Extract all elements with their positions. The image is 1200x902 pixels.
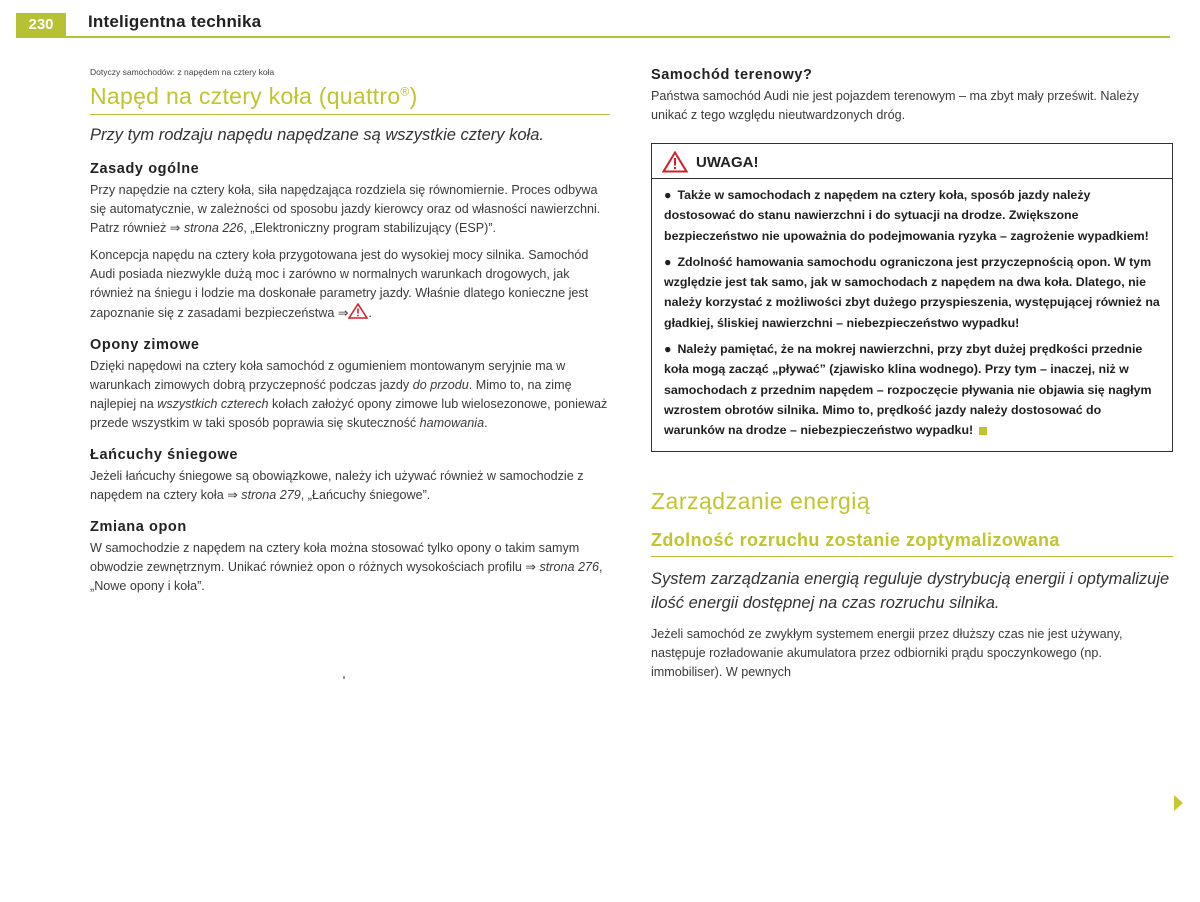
section-lead: Przy tym rodzaju napędu napędzane są wszystkie cztery koła. bbox=[90, 126, 544, 144]
section-title-quattro bbox=[90, 83, 610, 115]
subheading-tyre-change: Zmiana opon bbox=[90, 519, 187, 535]
stray-mark bbox=[343, 676, 345, 679]
section-title-energy: Zarządzanie energią bbox=[651, 487, 871, 514]
energy-lead: System zarządzania energią reguluje dystrybucją energii i optymalizuje ilość energii dostępnej na czas rozruchu silnika. bbox=[651, 569, 1170, 612]
tyres-p1-tail: , „Nowe opony i koła”. bbox=[90, 560, 603, 593]
warning-reference-icon[interactable] bbox=[348, 306, 368, 320]
warning-item bbox=[664, 339, 1160, 440]
page-reference-link[interactable]: strona 279 bbox=[241, 488, 301, 502]
subheading-snow-chains: Łańcuchy śniegowe bbox=[90, 447, 238, 463]
applies-to-note: Dotyczy samochodów: z napędem na cztery koła bbox=[90, 67, 275, 77]
energy-paragraph: Jeżeli samochód ze zwykłym systemem energii przez dłuższy czas nie jest używany, następuje rozładowanie akumulatora przez odbiorniki prądu spoczynkowego (np. immobiliser). W pewnych bbox=[651, 626, 1123, 679]
warning-box bbox=[651, 143, 1173, 452]
general-p1-arrow: ⇒ bbox=[169, 221, 181, 235]
running-header-title: Inteligentna technika bbox=[88, 12, 262, 31]
warning-item-text: Także w samochodach z napędem na cztery koła, sposób jazdy należy dostosować do stanu nawierzchni i do sytuacji na drodze. Zwiększone bezpieczeństwo nie upoważnia do podejmowania ryzyka – zagrożenie wypadkiem! bbox=[664, 188, 1149, 243]
subsection-title-start-capability: Zdolność rozruchu zostanie zoptymalizowana bbox=[651, 529, 1173, 557]
winter-tyres-paragraph bbox=[90, 357, 610, 433]
general-p2-arrow: ⇒ bbox=[337, 306, 349, 320]
winter-p1-i1: do przodu bbox=[412, 378, 469, 392]
general-p2-tail: . bbox=[368, 306, 372, 320]
warning-item bbox=[664, 185, 1160, 246]
winter-p1-d: . bbox=[484, 416, 488, 430]
tyres-p1-arrow: ⇒ bbox=[525, 560, 536, 574]
next-page-arrow-icon[interactable] bbox=[1174, 795, 1183, 811]
winter-p1-b: . Mimo to, na zimę najlepiej na bbox=[90, 378, 572, 411]
end-of-section-square-icon bbox=[979, 427, 987, 435]
general-p1-text: Przy napędzie na cztery koła, siła napędzająca rozdziela się równomiernie. Proces odbywa się automatycznie, w zależności od sposobu jazdy kierowcy oraz od własności nawierzchni. Patrz również bbox=[90, 183, 601, 235]
page-number: 230 bbox=[16, 13, 66, 37]
bullet-icon: ● bbox=[664, 254, 672, 269]
chains-p1-text: Jeżeli łańcuchy śniegowe są obowiązkowe, należy ich używać również w samochodzie z napędem na cztery koła bbox=[90, 469, 584, 502]
winter-p1-a: Dzięki napędowi na cztery koła samochód z ogumieniem montowanym seryjnie ma w warunkach zimowych dobrą przyczepność podczas jazdy bbox=[90, 359, 566, 392]
warning-item bbox=[664, 252, 1160, 333]
chains-p1-arrow: ⇒ bbox=[227, 488, 238, 502]
chains-p1-tail: , „Łańcuchy śniegowe”. bbox=[300, 488, 431, 502]
warning-header bbox=[652, 144, 1172, 179]
bullet-icon: ● bbox=[664, 188, 672, 202]
subheading-winter-tyres: Opony zimowe bbox=[90, 337, 200, 353]
tyre-change-paragraph bbox=[90, 539, 610, 596]
section-title-text: Napęd na cztery koła (quattro bbox=[90, 83, 401, 109]
general-paragraph-1 bbox=[90, 181, 610, 238]
warning-triangle-icon bbox=[662, 151, 688, 173]
registered-mark: ® bbox=[400, 84, 410, 99]
subheading-offroad: Samochód terenowy? bbox=[651, 67, 813, 83]
snow-chains-paragraph bbox=[90, 467, 610, 505]
warning-item-text: Należy pamiętać, że na mokrej nawierzchni, przy zbyt dużej prędkości przednie koła mogą zacząć „pływać” (zjawisko klina wodnego). Przy tym – inaczej, niż w samochodach z przednim napędem – rozpoczęcie pływania nie objawia się nagłym wzrostem obrotów silnika. Mimo to, prędkość jazdy należy dostosować do warunków na drodze – niebezpieczeństwo wypadku! bbox=[664, 342, 1152, 438]
bullet-icon: ● bbox=[664, 342, 672, 357]
winter-p1-i3: hamowania bbox=[419, 416, 485, 430]
page-reference-link[interactable]: strona 276 bbox=[539, 560, 599, 574]
winter-p1-c: kołach założyć opony zimowe lub wielosezonowe, ponieważ przede wszystkim w taki sposób poprawia się skuteczność bbox=[90, 397, 608, 430]
page-reference-link[interactable]: strona 226 bbox=[183, 221, 244, 235]
right-column bbox=[651, 67, 1173, 690]
tyres-p1-text: W samochodzie z napędem na cztery koła można stosować tylko opony o takim samym obwodzie zewnętrznym. Unikać również opon o różnych wysokościach profilu bbox=[90, 541, 580, 574]
offroad-paragraph: Państwa samochód Audi nie jest pojazdem terenowym – ma zbyt mały prześwit. Należy unikać z tego względu nieutwardzonych dróg. bbox=[651, 89, 1139, 122]
header-rule bbox=[16, 36, 1170, 38]
warning-body bbox=[652, 179, 1172, 451]
section-title-close: ) bbox=[409, 83, 418, 109]
general-paragraph-2 bbox=[90, 246, 610, 323]
subheading-general: Zasady ogólne bbox=[90, 161, 200, 177]
warning-item-text: Zdolność hamowania samochodu ograniczona jest przyczepnością opon. W tym względzie jest tak samo, jak w samochodach z napędem na dwa koła. Dlatego, nie należy korzystać z możliwości zbyt dużego przyspieszenia, występującej również na gładkiej, śliskiej nawierzchni – niebezpieczeństwo wypadku! bbox=[664, 254, 1160, 330]
winter-p1-i2: wszystkich czterech bbox=[157, 397, 269, 411]
warning-title: UWAGA! bbox=[696, 153, 759, 171]
left-column bbox=[90, 67, 610, 604]
general-p1-tail: , „Elektroniczny program stabilizujący (ESP)”. bbox=[243, 221, 497, 235]
general-p2-text: Koncepcja napędu na cztery koła przygotowana jest do wysokiej mocy silnika. Samochód Audi posiada niezwykle dużą moc i zarówno w normalnych warunkach drogowych, jak również na śniegu i lodzie ma doskonałe parametry jazdy. Właśnie dlatego konieczne jest zapoznanie się z zasadami bezpieczeństwa bbox=[90, 248, 589, 320]
